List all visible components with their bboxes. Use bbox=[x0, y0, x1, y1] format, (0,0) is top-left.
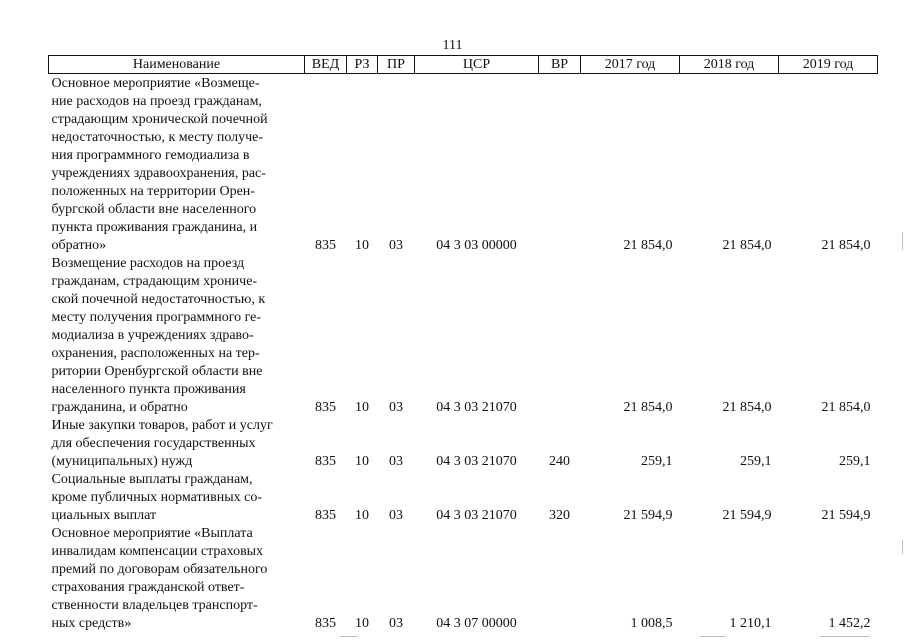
row-2019: 21 854,0 bbox=[821, 238, 871, 253]
row-2017: 259,1 bbox=[641, 454, 673, 469]
row-rz: 10 bbox=[355, 400, 369, 415]
row-csr: 04 3 03 21070 bbox=[436, 454, 517, 469]
row-name: Основное мероприятие «Выплата инвалидам компенсации страховых премий по договорам обязательного страхования гражданской ответ- ственности владельцев транспорт- ных средств» bbox=[51, 526, 268, 631]
row-2019: 1 452,2 bbox=[828, 616, 871, 631]
row-ved: 835 bbox=[315, 508, 336, 523]
row-2019: 21 854,0 bbox=[821, 400, 871, 415]
header-2019: 2019 год bbox=[779, 56, 878, 74]
row-vr: 320 bbox=[549, 508, 570, 523]
header-ved: ВЕД bbox=[305, 56, 347, 74]
row-2018: 1 210,1 bbox=[729, 616, 772, 631]
row-2017: 21 854,0 bbox=[623, 400, 673, 415]
row-vr: 240 bbox=[549, 454, 570, 469]
scan-edge-mark bbox=[820, 636, 870, 637]
row-rz: 10 bbox=[355, 238, 369, 253]
row-ved: 835 bbox=[315, 238, 336, 253]
row-csr: 04 3 03 21070 bbox=[436, 400, 517, 415]
table-row bbox=[49, 417, 878, 471]
row-pr: 03 bbox=[389, 400, 403, 415]
row-csr: 04 3 03 00000 bbox=[436, 238, 517, 253]
header-vr: ВР bbox=[539, 56, 581, 74]
row-2018: 21 854,0 bbox=[722, 238, 772, 253]
row-rz: 10 bbox=[355, 454, 369, 469]
row-rz: 10 bbox=[355, 616, 369, 631]
row-2019: 259,1 bbox=[839, 454, 871, 469]
header-pr: ПР bbox=[378, 56, 415, 74]
row-csr: 04 3 03 21070 bbox=[436, 508, 517, 523]
row-pr: 03 bbox=[389, 616, 403, 631]
budget-table bbox=[48, 55, 878, 633]
row-pr: 03 bbox=[389, 508, 403, 523]
row-vr bbox=[539, 74, 581, 256]
page-number: 111 bbox=[442, 38, 463, 53]
row-name: Основное мероприятие «Возмеще- ние расходов на проезд гражданам, страдающим хронической почечной недостаточностью, к месту получе- ния программного гемодиализа в учреждениях здравоохранения, рас- положенных на территории Орен- бургской области вне населенного пункта проживания гражданина, и обратно» bbox=[51, 76, 268, 253]
row-name: Социальные выплаты гражданам, кроме публичных нормативных со- циальных выплат bbox=[51, 472, 262, 523]
row-ved: 835 bbox=[315, 454, 336, 469]
row-ved: 835 bbox=[315, 400, 336, 415]
row-2018: 21 854,0 bbox=[722, 400, 772, 415]
row-name: Возмещение расходов на проезд гражданам, страдающим хрониче- ской почечной недостаточностью, к месту получения программного ге- модиализа в учреждениях здраво- охранения, расположенных на тер- ритории Оренбургской области вне населенного пункта проживания гражданина, и обратно bbox=[51, 256, 266, 415]
row-pr: 03 bbox=[389, 238, 403, 253]
header-rz: РЗ bbox=[347, 56, 378, 74]
row-rz: 10 bbox=[355, 508, 369, 523]
row-name: Иные закупки товаров, работ и услуг для обеспечения государственных (муниципальных) нужд bbox=[51, 418, 273, 469]
row-2018: 259,1 bbox=[740, 454, 772, 469]
scan-edge-mark bbox=[340, 636, 358, 637]
row-2017: 21 594,9 bbox=[623, 508, 673, 523]
scan-edge-mark bbox=[902, 540, 903, 554]
table-row bbox=[49, 255, 878, 417]
row-vr bbox=[539, 525, 581, 633]
table-row bbox=[49, 471, 878, 525]
table-row bbox=[49, 525, 878, 633]
row-csr: 04 3 07 00000 bbox=[436, 616, 517, 631]
row-vr bbox=[539, 255, 581, 417]
table-row bbox=[49, 74, 878, 256]
header-csr: ЦСР bbox=[415, 56, 539, 74]
scan-edge-mark bbox=[902, 232, 903, 250]
row-ved: 835 bbox=[315, 616, 336, 631]
row-2017: 21 854,0 bbox=[623, 238, 673, 253]
row-pr: 03 bbox=[389, 454, 403, 469]
row-2019: 21 594,9 bbox=[821, 508, 871, 523]
row-2018: 21 594,9 bbox=[722, 508, 772, 523]
row-2017: 1 008,5 bbox=[630, 616, 673, 631]
header-name: Наименование bbox=[49, 56, 305, 74]
header-2018: 2018 год bbox=[680, 56, 779, 74]
header-2017: 2017 год bbox=[581, 56, 680, 74]
scan-edge-mark bbox=[700, 636, 726, 637]
table-header-row bbox=[49, 56, 878, 74]
